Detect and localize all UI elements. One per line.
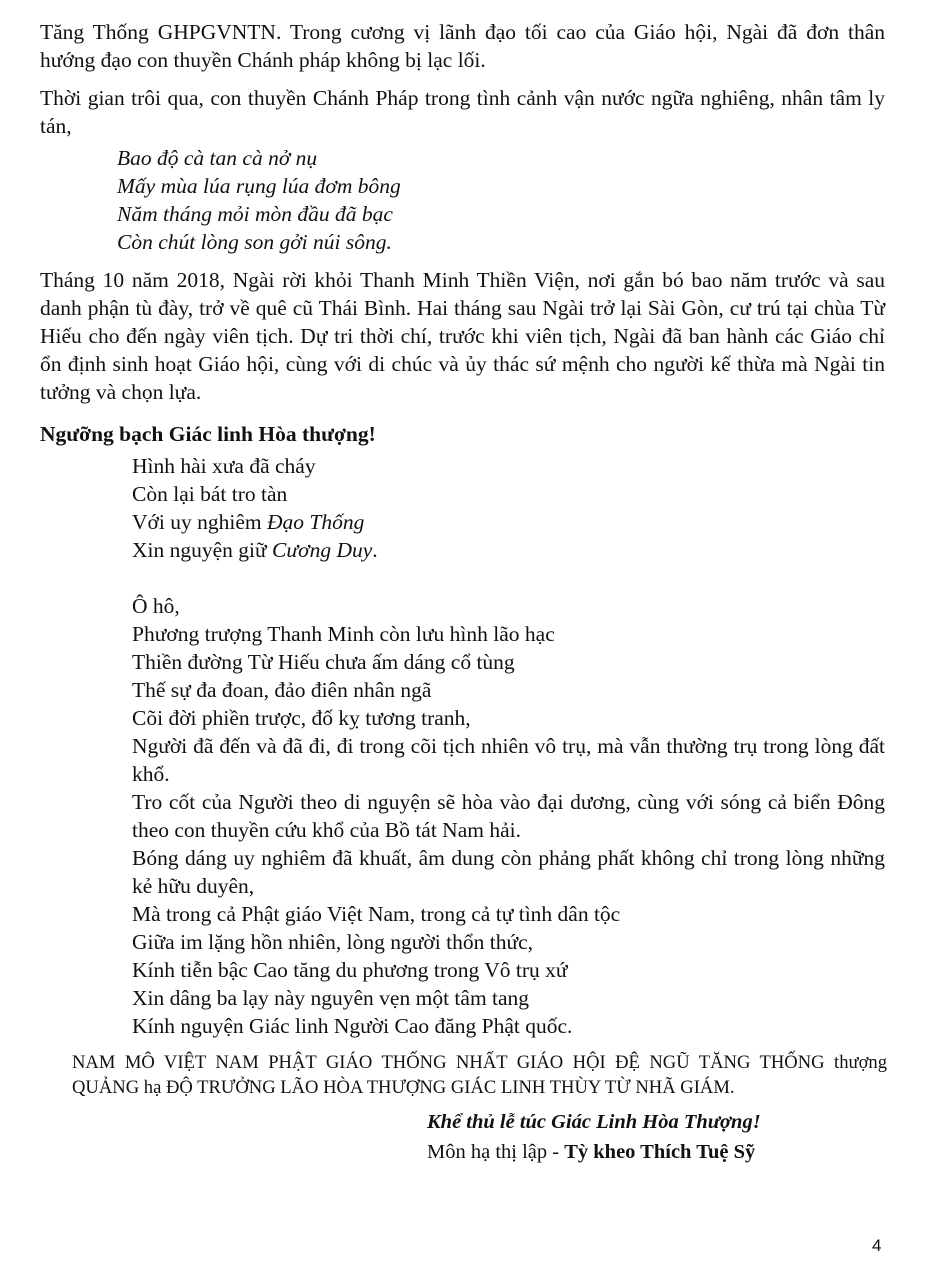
paragraph-intro: Tăng Thống GHPGVNTN. Trong cương vị lãnh đạo tối cao của Giáo hội, Ngài đã đơn thân hướng đạo con thuyền Chánh pháp không bị lạc lối. <box>40 20 885 72</box>
poem-line: Bao độ cà tan cà nở nụ <box>117 146 318 170</box>
elegy-line: Mà trong cả Phật giáo Việt Nam, trong cả tự tình dân tộc <box>132 902 621 926</box>
elegy-line: Thiền đường Từ Hiếu chưa ấm dáng cổ tùng <box>132 650 515 674</box>
italic-term: Đạo Thống <box>266 510 365 534</box>
poem-line: Còn chút lòng son gởi núi sông. <box>117 230 392 254</box>
namo-dedication: NAM MÔ VIỆT NAM PHẬT GIÁO THỐNG NHẤT GIÁO HỘI ĐỆ NGŨ TĂNG THỐNG thượng QUẢNG hạ ĐỘ TRƯỞNG LÃO HÒA THƯỢNG GIÁC LINH THÙY TỪ NHÃ GIÁM. <box>72 1052 887 1098</box>
poem-verse-1 <box>117 144 885 256</box>
paragraph-october-2018: Tháng 10 năm 2018, Ngài rời khỏi Thanh Minh Thiền Viện, nơi gắn bó bao năm trước và sau danh phận tù đày, trở về quê cũ Thái Bình. Hai tháng sau Ngài trở lại Sài Gòn, cư trú tại chùa Từ Hiếu cho đến ngày viên tịch. Dự tri thời chí, trước khi viên tịch, Ngài đã ban hành các Giáo chỉ ổn định sinh hoạt Giáo hội, cùng với di chúc và ủy thác sứ mệnh cho người kế thừa mà Ngài tin tưởng và chọn lựa. <box>40 268 885 404</box>
poem-line: Năm tháng mỏi mòn đầu đã bạc <box>117 202 393 226</box>
paragraph-time-passes: Thời gian trôi qua, con thuyền Chánh Pháp trong tình cảnh vận nước ngữa nghiêng, nhân tâm ly tán, <box>40 86 885 138</box>
poem-line: Hình hài xưa đã cháy <box>132 454 316 478</box>
elegy-line: Phương trượng Thanh Minh còn lưu hình lão hạc <box>132 622 555 646</box>
elegy-line: Bóng dáng uy nghiêm đã khuất, âm dung còn phảng phất không chỉ trong lòng những kẻ hữu duyên, <box>132 846 885 898</box>
document-page <box>40 18 885 1166</box>
poem-verse-2 <box>132 452 885 564</box>
elegy-line: Cõi đời phiền trược, đố kỵ tương tranh, <box>132 706 471 730</box>
poem-line: Còn lại bát tro tàn <box>132 482 288 506</box>
signature-line: Môn hạ thị lập - Tỳ kheo Thích Tuệ Sỹ <box>427 1141 756 1163</box>
elegy-line: Người đã đến và đã đi, đi trong cõi tịch nhiên vô trụ, mà vẫn thường trụ trong lòng đất khổ. <box>132 734 885 786</box>
signatory-name: Tỳ kheo Thích Tuệ Sỹ <box>564 1141 756 1163</box>
poem-line: Mấy mùa lúa rụng lúa đơm bông <box>117 174 401 198</box>
elegy-line: Tro cốt của Người theo di nguyện sẽ hòa vào đại dương, cùng với sóng cả biển Đông theo con thuyền cứu khổ của Bồ tát Nam hải. <box>132 790 885 842</box>
italic-term: Cương Duy <box>272 538 373 562</box>
elegy-line: Xin dâng ba lạy này nguyên vẹn một tâm tang <box>132 986 530 1010</box>
elegy-line: Kính tiễn bậc Cao tăng du phương trong Vô trụ xứ <box>132 958 568 982</box>
elegy-section <box>132 592 885 1040</box>
poem-line: Xin nguyện giữ Cương Duy. <box>132 538 378 562</box>
page-number: 4 <box>872 1236 882 1255</box>
closing-salutation: Khể thủ lễ túc Giác Linh Hòa Thượng! <box>427 1111 761 1133</box>
elegy-line: Ô hô, <box>132 594 180 618</box>
elegy-line: Kính nguyện Giác linh Người Cao đăng Phật quốc. <box>132 1014 573 1038</box>
heading-invocation: Ngưỡng bạch Giác linh Hòa thượng! <box>40 422 376 446</box>
elegy-line: Thế sự đa đoan, đảo điên nhân ngã <box>132 678 432 702</box>
poem-line: Với uy nghiêm Đạo Thống <box>132 510 365 534</box>
elegy-line: Giữa im lặng hồn nhiên, lòng người thổn thức, <box>132 930 534 954</box>
